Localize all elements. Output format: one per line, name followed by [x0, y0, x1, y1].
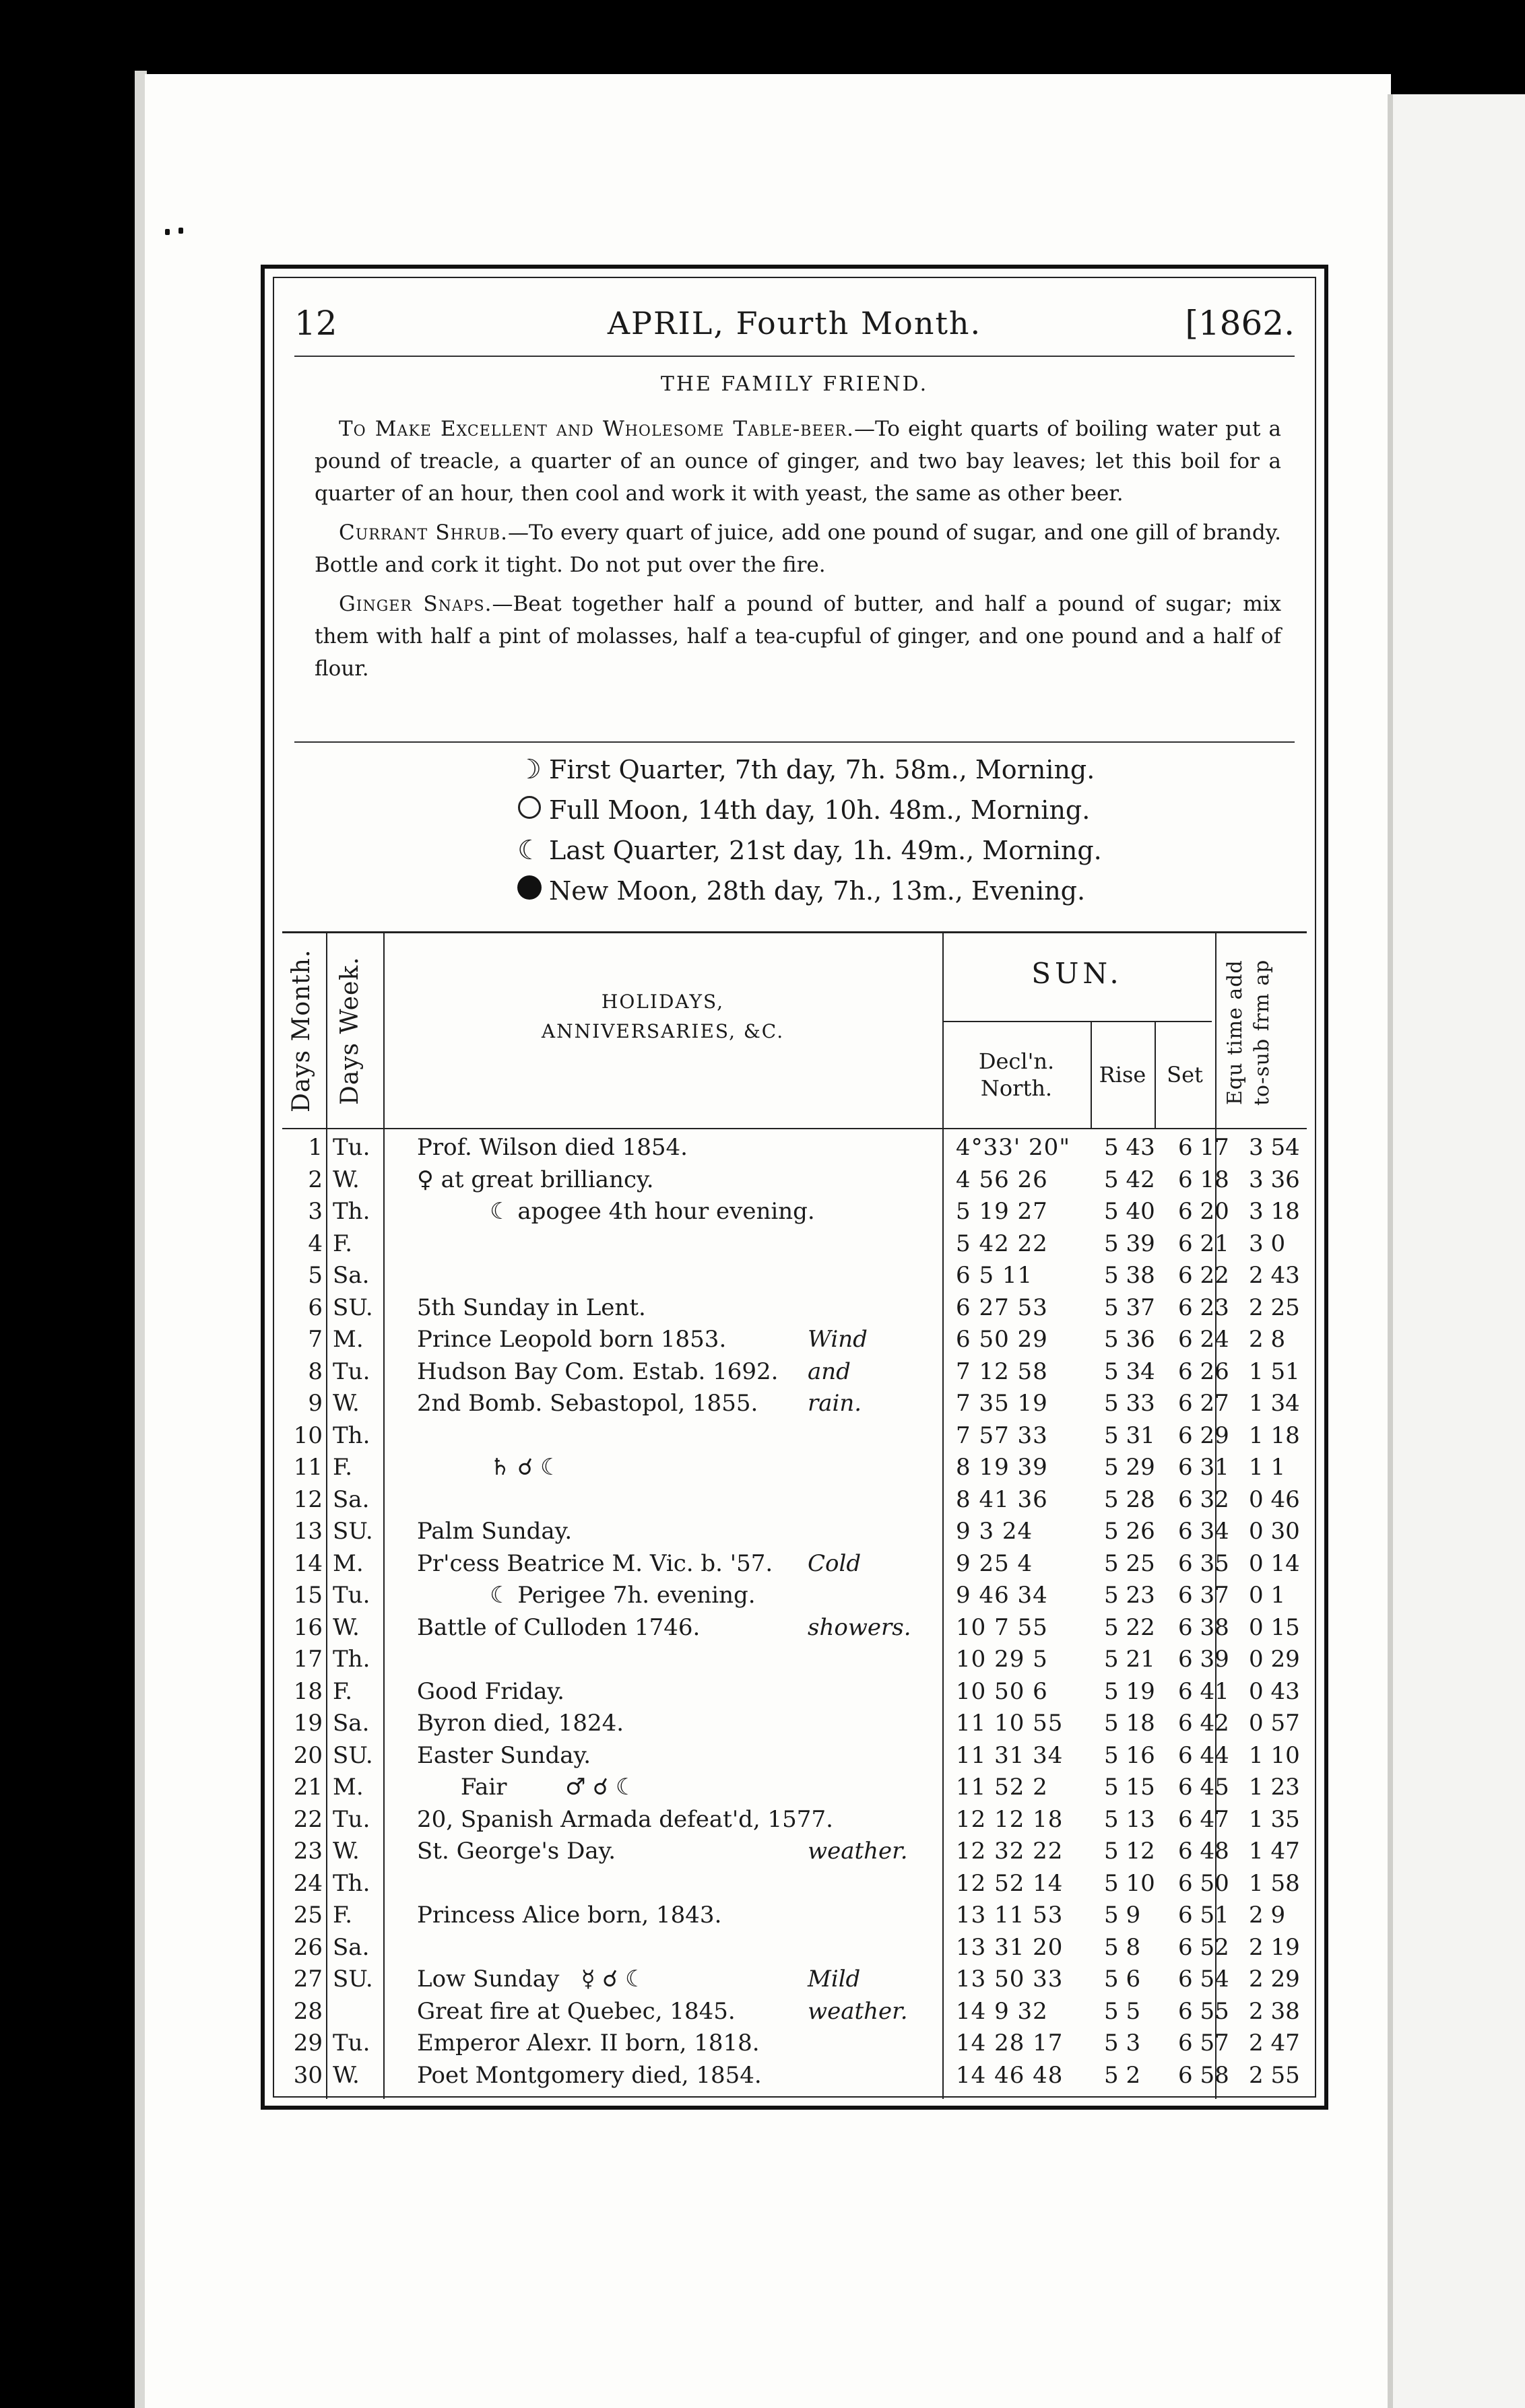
table-row [282, 1484, 1307, 1516]
moon-phase-row [510, 749, 1102, 790]
equation-cell: 2 29 [1249, 1966, 1300, 1993]
sunrise-cell: 5 16 [1104, 1741, 1155, 1769]
equation-cell: 0 14 [1249, 1549, 1300, 1577]
equation-cell: 2 19 [1249, 1933, 1300, 1961]
sunset-cell: 6 54 [1178, 1966, 1229, 1993]
table-row [282, 1548, 1307, 1580]
sunrise-cell: 5 26 [1104, 1518, 1155, 1545]
equation-cell: 0 15 [1249, 1613, 1300, 1641]
holiday-cell: Princess Alice born, 1843. [417, 1902, 722, 1929]
declination-cell: 14 28 17 [956, 2030, 1064, 2056]
holiday-cell: ♄ ☌ ☾ [417, 1454, 561, 1481]
table-row [282, 1836, 1307, 1867]
weekday-cell: SU. [333, 1294, 373, 1321]
weekday-cell: M. [333, 1549, 364, 1577]
equation-cell: 2 9 [1249, 1902, 1286, 1929]
sunset-cell: 6 42 [1178, 1710, 1229, 1737]
day-cell: 21 [293, 1774, 323, 1801]
margin-specks [165, 229, 192, 256]
sunrise-cell: 5 34 [1104, 1358, 1155, 1385]
day-cell: 7 [308, 1326, 323, 1353]
recipe-ginger-snaps [315, 588, 1281, 685]
declination-cell: 7 57 33 [956, 1422, 1048, 1449]
weekday-cell: Tu. [333, 1358, 370, 1385]
sunset-cell: 6 24 [1178, 1326, 1229, 1353]
sunrise-cell: 5 42 [1104, 1166, 1155, 1193]
day-cell: 23 [293, 1838, 323, 1865]
day-cell: 15 [293, 1582, 323, 1609]
holidays-header: HOLIDAYS, ANNIVERSARIES, &C. [541, 991, 785, 1042]
weather-note: showers. [808, 1613, 911, 1641]
equation-cell: 2 25 [1249, 1294, 1300, 1321]
rise-header: Rise [1099, 1062, 1146, 1088]
sunset-cell: 6 45 [1178, 1774, 1229, 1801]
holiday-cell: Fair ♂ ☌ ☾ [417, 1774, 637, 1801]
weekday-cell: Sa. [333, 1710, 370, 1737]
weekday-cell: F. [333, 1230, 353, 1257]
moons-rule [294, 741, 1295, 743]
table-row [282, 1964, 1307, 1995]
sunset-cell: 6 39 [1178, 1646, 1229, 1673]
weekday-cell: F. [333, 1454, 353, 1481]
day-cell: 2 [308, 1166, 323, 1193]
table-header [282, 931, 1307, 1129]
sunset-cell: 6 32 [1178, 1485, 1229, 1513]
weekday-cell: Sa. [333, 1262, 370, 1289]
full-moon-icon [518, 796, 541, 819]
declination-cell: 13 31 20 [956, 1933, 1064, 1961]
sunset-cell: 6 26 [1178, 1358, 1229, 1385]
declination-cell: 12 12 18 [956, 1805, 1064, 1833]
day-cell: 8 [308, 1358, 323, 1385]
table-row [282, 1580, 1307, 1611]
sunrise-cell: 5 33 [1104, 1390, 1155, 1417]
sunrise-cell: 5 36 [1104, 1326, 1155, 1353]
declination-cell: 14 46 48 [956, 2061, 1064, 2089]
holiday-cell: Good Friday. [417, 1677, 564, 1705]
declination-cell: 10 7 55 [956, 1613, 1048, 1641]
equation-cell: 1 58 [1249, 1869, 1300, 1897]
recipes [315, 413, 1281, 692]
day-cell: 6 [308, 1294, 323, 1321]
sunset-cell: 6 22 [1178, 1262, 1229, 1289]
declination-cell: 9 25 4 [956, 1549, 1033, 1577]
weekday-cell: Tu. [333, 1134, 370, 1161]
recipe-heading: Ginger Snaps. [339, 592, 492, 616]
sunrise-cell: 5 37 [1104, 1294, 1155, 1321]
table-row [282, 1196, 1307, 1228]
weekday-cell: Tu. [333, 1805, 370, 1833]
equation-cell: 0 57 [1249, 1710, 1300, 1737]
weekday-cell: W. [333, 1838, 360, 1865]
recipe-text: —To eight quarts of boiling water put a pound of treacle, a quarter of an ounce of ginger, and two bay leaves; let this boil for a quarter of an hour, then cool and work it with yeast, the same as other beer. [315, 417, 1281, 506]
table-row [282, 1260, 1307, 1292]
sunrise-cell: 5 3 [1104, 2030, 1141, 2056]
table-row [282, 1644, 1307, 1675]
table-row [282, 1132, 1307, 1164]
declination-cell: 9 3 24 [956, 1518, 1033, 1545]
declination-cell: 13 11 53 [956, 1902, 1064, 1929]
header-rule [294, 356, 1295, 357]
sunrise-cell: 5 9 [1104, 1902, 1141, 1929]
equation-cell: 2 38 [1249, 1997, 1300, 2025]
declination-cell: 4°33' 20" [956, 1134, 1070, 1161]
sunrise-cell: 5 22 [1104, 1613, 1155, 1641]
page-title: APRIL, Fourth Month. [607, 305, 982, 341]
declination-cell: 11 52 2 [956, 1774, 1048, 1801]
table-row [282, 1324, 1307, 1356]
equation-cell: 0 30 [1249, 1518, 1300, 1545]
weather-note: weather. [808, 1838, 908, 1865]
holiday-cell: ♀ at great brilliancy. [417, 1166, 654, 1193]
sunset-cell: 6 44 [1178, 1741, 1229, 1769]
moon-phase-row [510, 790, 1102, 830]
sunrise-cell: 5 6 [1104, 1966, 1141, 1993]
sunrise-cell: 5 13 [1104, 1805, 1155, 1833]
weekday-cell: Th. [333, 1422, 370, 1449]
declination-cell: 5 42 22 [956, 1230, 1048, 1257]
table-row [282, 1228, 1307, 1260]
day-cell: 5 [308, 1262, 323, 1289]
day-cell: 30 [293, 2061, 323, 2089]
weekday-cell: F. [333, 1902, 353, 1929]
weekday-cell: W. [333, 1390, 360, 1417]
declination-cell: 8 41 36 [956, 1485, 1048, 1513]
table-row [282, 1804, 1307, 1836]
day-cell: 22 [293, 1805, 323, 1833]
declination-cell: 7 35 19 [956, 1390, 1048, 1417]
declination-header: Decl'n. North. [978, 1048, 1055, 1101]
sunset-cell: 6 20 [1178, 1198, 1229, 1225]
equation-cell: 3 0 [1249, 1230, 1286, 1257]
equation-cell: 2 47 [1249, 2030, 1300, 2056]
equation-cell: 2 43 [1249, 1262, 1300, 1289]
day-cell: 20 [293, 1741, 323, 1769]
holiday-cell: Hudson Bay Com. Estab. 1692. [417, 1358, 779, 1385]
equation-cell: 1 18 [1249, 1422, 1300, 1449]
set-header: Set [1167, 1062, 1203, 1088]
weekday-cell: Th. [333, 1646, 370, 1673]
day-cell: 29 [293, 2030, 323, 2056]
equation-of-time-header: Equ time add to-sub frm ap [1223, 959, 1274, 1106]
holiday-cell: Palm Sunday. [417, 1518, 573, 1545]
day-cell: 28 [293, 1997, 323, 2025]
day-cell: 4 [308, 1230, 323, 1257]
declination-cell: 5 19 27 [956, 1198, 1048, 1225]
table-row [282, 1740, 1307, 1772]
day-cell: 27 [293, 1966, 323, 1993]
recipe-currant-shrub [315, 516, 1281, 581]
recipe-heading: Currant Shrub. [339, 521, 508, 545]
table-row [282, 1932, 1307, 1964]
day-cell: 12 [293, 1485, 323, 1513]
declination-cell: 10 29 5 [956, 1646, 1048, 1673]
declination-cell: 9 46 34 [956, 1582, 1048, 1609]
equation-cell: 0 43 [1249, 1677, 1300, 1705]
weather-note: weather. [808, 1997, 908, 2025]
moon-phase-row [510, 871, 1102, 911]
section-title: THE FAMILY FRIEND. [660, 372, 929, 396]
sunset-cell: 6 52 [1178, 1933, 1229, 1961]
table-row [282, 1388, 1307, 1419]
weekday-cell: SU. [333, 1518, 373, 1545]
weekday-cell: SU. [333, 1966, 373, 1993]
recipe-text: —To every quart of juice, add one pound of sugar, and one gill of brandy. Bottle and cork it tight. Do not put over the fire. [315, 521, 1281, 577]
table-row [282, 1900, 1307, 1931]
almanac-frame [261, 265, 1328, 2110]
sunrise-cell: 5 19 [1104, 1677, 1155, 1705]
declination-cell: 11 10 55 [956, 1710, 1064, 1737]
day-cell: 3 [308, 1198, 323, 1225]
sunrise-cell: 5 28 [1104, 1485, 1155, 1513]
moon-phase-text: New Moon, 28th day, 7h., 13m., Evening. [549, 876, 1086, 906]
day-cell: 16 [293, 1613, 323, 1641]
moon-phase-row [510, 830, 1102, 871]
equation-cell: 2 55 [1249, 2061, 1300, 2089]
page-year: [1862. [1185, 304, 1295, 343]
weekday-cell: Th. [333, 1869, 370, 1897]
declination-cell: 10 50 6 [956, 1677, 1048, 1705]
equation-cell: 1 35 [1249, 1805, 1300, 1833]
weekday-cell: W. [333, 1166, 360, 1193]
equation-cell: 1 10 [1249, 1741, 1300, 1769]
first-quarter-icon: ☽ [517, 754, 542, 785]
sunrise-cell: 5 15 [1104, 1774, 1155, 1801]
days-week-header: Days Week. [336, 956, 364, 1106]
table-row [282, 1708, 1307, 1739]
moon-phase-text: First Quarter, 7th day, 7h. 58m., Morning. [549, 755, 1095, 784]
holiday-cell: Low Sunday ☿ ☌ ☾ [417, 1966, 646, 1993]
sunrise-cell: 5 29 [1104, 1454, 1155, 1481]
table-row [282, 1772, 1307, 1803]
equation-cell: 0 46 [1249, 1485, 1300, 1513]
weekday-cell: Sa. [333, 1933, 370, 1961]
new-moon-icon [517, 875, 542, 900]
sunrise-cell: 5 12 [1104, 1838, 1155, 1865]
weekday-cell: Tu. [333, 1582, 370, 1609]
recipe-text: —Beat together half a pound of butter, and half a pound of sugar; mix them with half a pint of molasses, half a tea-cupful of ginger, and one pound and a half of flour. [315, 592, 1281, 681]
weather-note: Mild [808, 1966, 861, 1993]
sunrise-cell: 5 5 [1104, 1997, 1141, 2025]
weekday-cell: SU. [333, 1741, 373, 1769]
holiday-cell: St. George's Day. [417, 1838, 616, 1865]
sunset-cell: 6 47 [1178, 1805, 1229, 1833]
sunset-cell: 6 48 [1178, 1838, 1229, 1865]
table-row [282, 1612, 1307, 1644]
equation-cell: 1 51 [1249, 1358, 1300, 1385]
equation-cell: 3 54 [1249, 1134, 1300, 1161]
sunset-cell: 6 58 [1178, 2061, 1229, 2089]
sunset-cell: 6 50 [1178, 1869, 1229, 1897]
table-row [282, 2060, 1307, 2092]
day-cell: 11 [293, 1454, 323, 1481]
sunset-cell: 6 37 [1178, 1582, 1229, 1609]
sunrise-cell: 5 2 [1104, 2061, 1141, 2089]
day-cell: 19 [293, 1710, 323, 1737]
declination-cell: 11 31 34 [956, 1741, 1064, 1769]
holiday-cell: Prof. Wilson died 1854. [417, 1134, 688, 1161]
equation-cell: 3 18 [1249, 1198, 1300, 1225]
day-cell: 25 [293, 1902, 323, 1929]
day-cell: 10 [293, 1422, 323, 1449]
weekday-cell: F. [333, 1677, 353, 1705]
sunset-cell: 6 23 [1178, 1294, 1229, 1321]
holiday-cell: 20, Spanish Armada defeat'd, 1577. [417, 1805, 833, 1833]
weekday-cell: Sa. [333, 1485, 370, 1513]
table-row [282, 2028, 1307, 2059]
almanac-inner-frame [273, 277, 1316, 2098]
sunrise-cell: 5 18 [1104, 1710, 1155, 1737]
weekday-cell: M. [333, 1774, 364, 1801]
declination-cell: 13 50 33 [956, 1966, 1064, 1993]
page-number: 12 [294, 304, 337, 343]
declination-cell: 4 56 26 [956, 1166, 1048, 1193]
equation-cell: 1 1 [1249, 1454, 1286, 1481]
sun-header: SUN. [1031, 957, 1123, 990]
equation-cell: 2 8 [1249, 1326, 1286, 1353]
sunset-cell: 6 38 [1178, 1613, 1229, 1641]
declination-cell: 14 9 32 [956, 1997, 1048, 2025]
weekday-cell: M. [333, 1326, 364, 1353]
holiday-cell: Easter Sunday. [417, 1741, 591, 1769]
sunset-cell: 6 17 [1178, 1134, 1229, 1161]
holiday-cell: 5th Sunday in Lent. [417, 1294, 646, 1321]
table-row [282, 1420, 1307, 1452]
sunset-cell: 6 34 [1178, 1518, 1229, 1545]
sunset-cell: 6 18 [1178, 1166, 1229, 1193]
weekday-cell: W. [333, 2061, 360, 2089]
table-row [282, 1516, 1307, 1547]
day-cell: 14 [293, 1549, 323, 1577]
declination-cell: 12 32 22 [956, 1838, 1064, 1865]
moon-phase-text: Last Quarter, 21st day, 1h. 49m., Morning. [549, 836, 1102, 865]
sunrise-cell: 5 8 [1104, 1933, 1141, 1961]
holiday-cell: Prince Leopold born 1853. [417, 1326, 727, 1353]
holiday-cell: Battle of Culloden 1746. [417, 1613, 701, 1641]
sunset-cell: 6 21 [1178, 1230, 1229, 1257]
holiday-cell: ☾ apogee 4th hour evening. [417, 1198, 815, 1225]
sunset-cell: 6 29 [1178, 1422, 1229, 1449]
equation-cell: 1 47 [1249, 1838, 1300, 1865]
day-cell: 1 [308, 1134, 323, 1161]
sunset-cell: 6 31 [1178, 1454, 1229, 1481]
almanac-table [282, 1128, 1307, 2106]
facing-page [1393, 94, 1525, 2408]
holiday-cell: Emperor Alexr. II born, 1818. [417, 2030, 760, 2056]
declination-cell: 6 50 29 [956, 1326, 1048, 1353]
sunrise-cell: 5 25 [1104, 1549, 1155, 1577]
sunrise-cell: 5 39 [1104, 1230, 1155, 1257]
weekday-cell: W. [333, 1613, 360, 1641]
sunset-cell: 6 57 [1178, 2030, 1229, 2056]
sunrise-cell: 5 31 [1104, 1422, 1155, 1449]
day-cell: 17 [293, 1646, 323, 1673]
last-quarter-icon: ☾ [517, 835, 542, 866]
day-cell: 9 [308, 1390, 323, 1417]
weather-note: Cold [808, 1549, 862, 1577]
weekday-cell: Tu. [333, 2030, 370, 2056]
holiday-cell: Poet Montgomery died, 1854. [417, 2061, 762, 2089]
recipe-table-beer [315, 413, 1281, 510]
equation-cell: 3 36 [1249, 1166, 1300, 1193]
declination-cell: 6 5 11 [956, 1262, 1033, 1289]
table-row [282, 1356, 1307, 1388]
table-row [282, 1292, 1307, 1324]
table-row [282, 1164, 1307, 1196]
equation-cell: 0 1 [1249, 1582, 1286, 1609]
day-cell: 24 [293, 1869, 323, 1897]
declination-cell: 8 19 39 [956, 1454, 1048, 1481]
sunrise-cell: 5 43 [1104, 1134, 1155, 1161]
equation-cell: 0 29 [1249, 1646, 1300, 1673]
sunset-cell: 6 41 [1178, 1677, 1229, 1705]
weather-note: rain. [808, 1390, 862, 1417]
table-row [282, 1452, 1307, 1483]
table-row [282, 1868, 1307, 1900]
sunrise-cell: 5 10 [1104, 1869, 1155, 1897]
sunrise-cell: 5 40 [1104, 1198, 1155, 1225]
weather-note: Wind [808, 1326, 868, 1353]
holiday-cell: Pr'cess Beatrice M. Vic. b. '57. [417, 1549, 773, 1577]
sunrise-cell: 5 38 [1104, 1262, 1155, 1289]
sunset-cell: 6 35 [1178, 1549, 1229, 1577]
days-month-header: Days Month. [288, 949, 315, 1113]
day-cell: 13 [293, 1518, 323, 1545]
day-cell: 26 [293, 1933, 323, 1961]
declination-cell: 7 12 58 [956, 1358, 1048, 1385]
weekday-cell: Th. [333, 1198, 370, 1225]
moon-phase-text: Full Moon, 14th day, 10h. 48m., Morning. [549, 795, 1091, 825]
holiday-cell: ☾ Perigee 7h. evening. [417, 1582, 756, 1609]
page-header [294, 292, 1295, 352]
weather-note: and [808, 1358, 851, 1385]
holiday-cell: Great fire at Quebec, 1845. [417, 1997, 736, 2025]
sunset-cell: 6 51 [1178, 1902, 1229, 1929]
day-cell: 18 [293, 1677, 323, 1705]
equation-cell: 1 23 [1249, 1774, 1300, 1801]
recipe-heading: To Make Excellent and Wholesome Table-beer. [339, 417, 854, 441]
holiday-cell: 2nd Bomb. Sebastopol, 1855. [417, 1390, 758, 1417]
moon-phases [510, 749, 1102, 911]
sunrise-cell: 5 23 [1104, 1582, 1155, 1609]
table-row [282, 1996, 1307, 2028]
table-row [282, 1676, 1307, 1708]
sunset-cell: 6 55 [1178, 1997, 1229, 2025]
holiday-cell: Byron died, 1824. [417, 1710, 624, 1737]
declination-cell: 12 52 14 [956, 1869, 1064, 1897]
sunset-cell: 6 27 [1178, 1390, 1229, 1417]
sunrise-cell: 5 21 [1104, 1646, 1155, 1673]
declination-cell: 6 27 53 [956, 1294, 1048, 1321]
equation-cell: 1 34 [1249, 1390, 1300, 1417]
